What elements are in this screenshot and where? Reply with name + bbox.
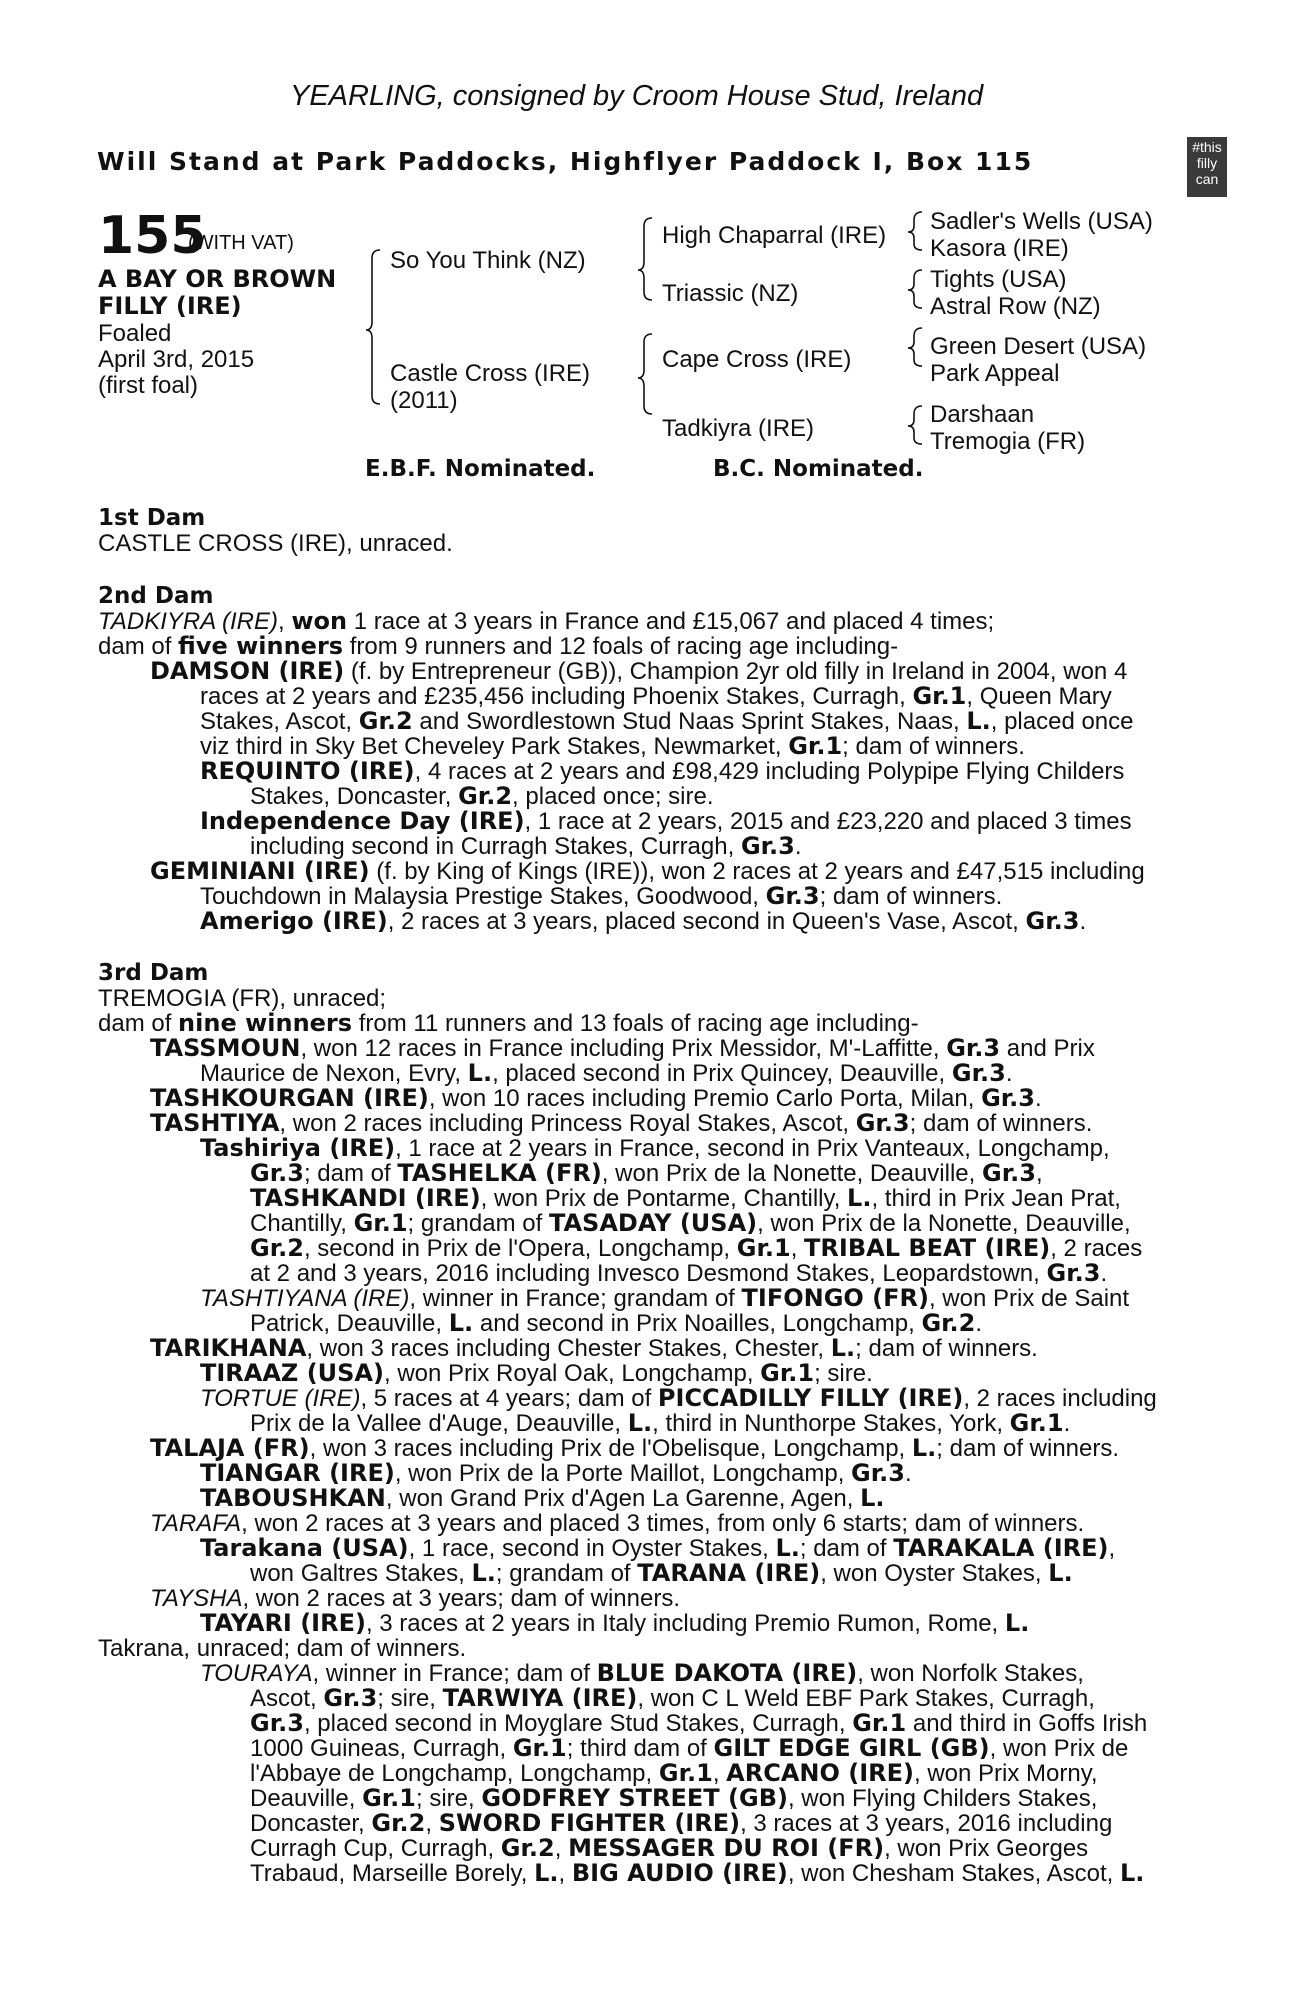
pedigree-sds: Tights (USA)	[930, 266, 1067, 293]
dam3-heading: 3rd Dam	[98, 960, 209, 986]
dam2-line: Stakes, Ascot, Gr.2 and Swordlestown Stud Naas Sprint Stakes, Naas, L., placed once	[200, 707, 1134, 735]
pedigree-ddd: Tremogia (FR)	[930, 428, 1086, 455]
dam3-line: TIANGAR (IRE), won Prix de la Porte Maillot, Longchamp, Gr.3.	[200, 1459, 912, 1487]
dam3-line: TAYARI (IRE), 3 races at 2 years in Italy including Premio Rumon, Rome, L.	[200, 1609, 1030, 1637]
dam3-line: Deauville, Gr.1; sire, GODFREY STREET (GB), won Flying Childers Stakes,	[250, 1784, 1098, 1812]
pedigree-dam: Castle Cross (IRE)	[390, 360, 591, 387]
dam3-line: TIRAAZ (USA), won Prix Royal Oak, Longchamp, Gr.1; sire.	[200, 1359, 873, 1387]
dam3-line: Chantilly, Gr.1; grandam of TASADAY (USA), won Prix de la Nonette, Deauville,	[250, 1209, 1131, 1237]
page-title: YEARLING, consigned by Croom House Stud, Ireland	[290, 80, 984, 112]
dam3-line: Takrana, unraced; dam of winners.	[98, 1635, 467, 1662]
vat-note: (WITH VAT)	[188, 232, 294, 254]
pedigree-dsd: Park Appeal	[930, 360, 1060, 387]
dam2-line: GEMINIANI (IRE) (f. by King of Kings (IRE)), won 2 races at 2 years and £47,515 including	[150, 857, 1145, 885]
dam3-line: TORTUE (IRE), 5 races at 4 years; dam of PICCADILLY FILLY (IRE), 2 races including	[200, 1384, 1157, 1412]
dam3-line: TOURAYA, winner in France; dam of BLUE DAKOTA (IRE), won Norfolk Stakes,	[200, 1659, 1084, 1687]
pedigree-dss: Green Desert (USA)	[930, 333, 1147, 360]
dam2-line: races at 2 years and £235,456 including Phoenix Stakes, Curragh, Gr.1, Queen Mary	[200, 682, 1112, 710]
pedigree-dds: Darshaan	[930, 401, 1035, 428]
pedigree-ssd: Kasora (IRE)	[930, 235, 1069, 262]
pedigree-dam-dam: Tadkiyra (IRE)	[662, 415, 815, 442]
bc-nominated: B.C. Nominated.	[713, 456, 924, 482]
foaled-label: Foaled	[98, 320, 172, 347]
pedigree-dam-sire: Cape Cross (IRE)	[662, 346, 852, 373]
dam3-line: Gr.2, second in Prix de l'Opera, Longchamp, Gr.1, TRIBAL BEAT (IRE), 2 races	[250, 1234, 1143, 1262]
first-foal-note: (first foal)	[98, 372, 199, 399]
dam3-line: Prix de la Vallee d'Auge, Deauville, L., third in Nunthorpe Stakes, York, Gr.1.	[250, 1409, 1071, 1437]
dam3-line: Maurice de Nexon, Evry, L., placed second in Prix Quincey, Deauville, Gr.3.	[200, 1059, 1013, 1087]
dam3-line: Doncaster, Gr.2, SWORD FIGHTER (IRE), 3 races at 3 years, 2016 including	[250, 1809, 1113, 1837]
foaled-date: April 3rd, 2015	[98, 346, 255, 373]
dam3-line: TASHKANDI (IRE), won Prix de Pontarme, Chantilly, L., third in Prix Jean Prat,	[250, 1184, 1121, 1212]
dam3-line: TREMOGIA (FR), unraced;	[98, 985, 387, 1012]
stand-location: Will Stand at Park Paddocks, Highflyer Paddock I, Box 115	[97, 147, 1034, 176]
dam3-line: TARIKHANA, won 3 races including Chester Stakes, Chester, L.; dam of winners.	[150, 1334, 1038, 1362]
dam3-line: TASHKOURGAN (IRE), won 10 races including Premio Carlo Porta, Milan, Gr.3.	[150, 1084, 1042, 1112]
dam3-line: TASHTIYANA (IRE), winner in France; grandam of TIFONGO (FR), won Prix de Saint	[200, 1284, 1130, 1312]
dam3-line: won Galtres Stakes, L.; grandam of TARANA (IRE), won Oyster Stakes, L.	[250, 1559, 1073, 1587]
pedigree-sire-dam: Triassic (NZ)	[662, 280, 799, 307]
dam2-line: Touchdown in Malaysia Prestige Stakes, Goodwood, Gr.3; dam of winners.	[200, 882, 1003, 910]
dam3-line: Ascot, Gr.3; sire, TARWIYA (IRE), won C L Weld EBF Park Stakes, Curragh,	[250, 1684, 1095, 1712]
dam3-line: TARAFA, won 2 races at 3 years and placed 3 times, from only 6 starts; dam of winners.	[150, 1510, 1085, 1537]
dam3-line: Gr.3; dam of TASHELKA (FR), won Prix de la Nonette, Deauville, Gr.3,	[250, 1159, 1043, 1187]
dam3-line: l'Abbaye de Longchamp, Longchamp, Gr.1, ARCANO (IRE), won Prix Morny,	[250, 1759, 1098, 1787]
dam3-line: Tashiriya (IRE), 1 race at 2 years in France, second in Prix Vanteaux, Longchamp,	[200, 1134, 1110, 1162]
dam3-line: Trabaud, Marseille Borely, L., BIG AUDIO (IRE), won Chesham Stakes, Ascot, L.	[250, 1859, 1145, 1887]
this-filly-can-logo: #this filly can	[1187, 137, 1227, 197]
dam3-line: Curragh Cup, Curragh, Gr.2, MESSAGER DU ROI (FR), won Prix Georges	[250, 1834, 1089, 1862]
ebf-nominated: E.B.F. Nominated.	[365, 456, 596, 482]
dam3-line: Patrick, Deauville, L. and second in Prix Noailles, Longchamp, Gr.2.	[250, 1309, 983, 1337]
dam2-line: viz third in Sky Bet Cheveley Park Stakes, Newmarket, Gr.1; dam of winners.	[200, 732, 1025, 760]
dam3-line: TAYSHA, won 2 races at 3 years; dam of winners.	[150, 1585, 680, 1612]
dam3-line: TABOUSHKAN, won Grand Prix d'Agen La Garenne, Agen, L.	[200, 1484, 885, 1512]
dam1-text: CASTLE CROSS (IRE), unraced.	[98, 530, 453, 557]
lot-description-2: FILLY (IRE)	[98, 292, 242, 320]
dam2-line: REQUINTO (IRE), 4 races at 2 years and £98,429 including Polypipe Flying Childers	[200, 757, 1125, 785]
pedigree-dam-year: (2011)	[390, 387, 458, 414]
dam3-line: dam of nine winners from 11 runners and 13 foals of racing age including-	[98, 1009, 919, 1037]
dam2-line: Amerigo (IRE), 2 races at 3 years, placed second in Queen's Vase, Ascot, Gr.3.	[200, 907, 1087, 935]
dam3-line: at 2 and 3 years, 2016 including Invesco Desmond Stakes, Leopardstown, Gr.3.	[250, 1259, 1108, 1287]
dam2-line: dam of five winners from 9 runners and 12 foals of racing age including-	[98, 632, 899, 660]
dam2-line: Independence Day (IRE), 1 race at 2 years, 2015 and £23,220 and placed 3 times	[200, 807, 1132, 835]
dam3-line: Gr.3, placed second in Moyglare Stud Stakes, Curragh, Gr.1 and third in Goffs Irish	[250, 1709, 1148, 1737]
lot-number: 155	[98, 206, 207, 266]
pedigree-brackets	[0, 0, 1314, 480]
dam3-line: Tarakana (USA), 1 race, second in Oyster Stakes, L.; dam of TARAKALA (IRE),	[200, 1534, 1116, 1562]
dam2-heading: 2nd Dam	[98, 583, 214, 609]
lot-description-1: A BAY OR BROWN	[98, 265, 337, 293]
pedigree-sire-sire: High Chaparral (IRE)	[662, 222, 887, 249]
dam2-line: Stakes, Doncaster, Gr.2, placed once; sire.	[250, 782, 714, 810]
dam2-line: including second in Curragh Stakes, Curragh, Gr.3.	[250, 832, 802, 860]
dam1-heading: 1st Dam	[98, 505, 206, 531]
dam3-line: TASSMOUN, won 12 races in France including Prix Messidor, M'-Laffitte, Gr.3 and Prix	[150, 1034, 1095, 1062]
dam2-line: TADKIYRA (IRE), won 1 race at 3 years in France and £15,067 and placed 4 times;	[98, 607, 995, 635]
pedigree-sdd: Astral Row (NZ)	[930, 293, 1101, 320]
dam3-line: 1000 Guineas, Curragh, Gr.1; third dam of GILT EDGE GIRL (GB), won Prix de	[250, 1734, 1129, 1762]
dam3-line: TALAJA (FR), won 3 races including Prix de l'Obelisque, Longchamp, L.; dam of winners.	[150, 1434, 1120, 1462]
pedigree-sire: So You Think (NZ)	[390, 247, 586, 274]
dam3-line: TASHTIYA, won 2 races including Princess Royal Stakes, Ascot, Gr.3; dam of winners.	[150, 1109, 1093, 1137]
dam2-line: DAMSON (IRE) (f. by Entrepreneur (GB)), Champion 2yr old filly in Ireland in 2004, won 4	[150, 657, 1128, 685]
pedigree-sss: Sadler's Wells (USA)	[930, 208, 1153, 235]
